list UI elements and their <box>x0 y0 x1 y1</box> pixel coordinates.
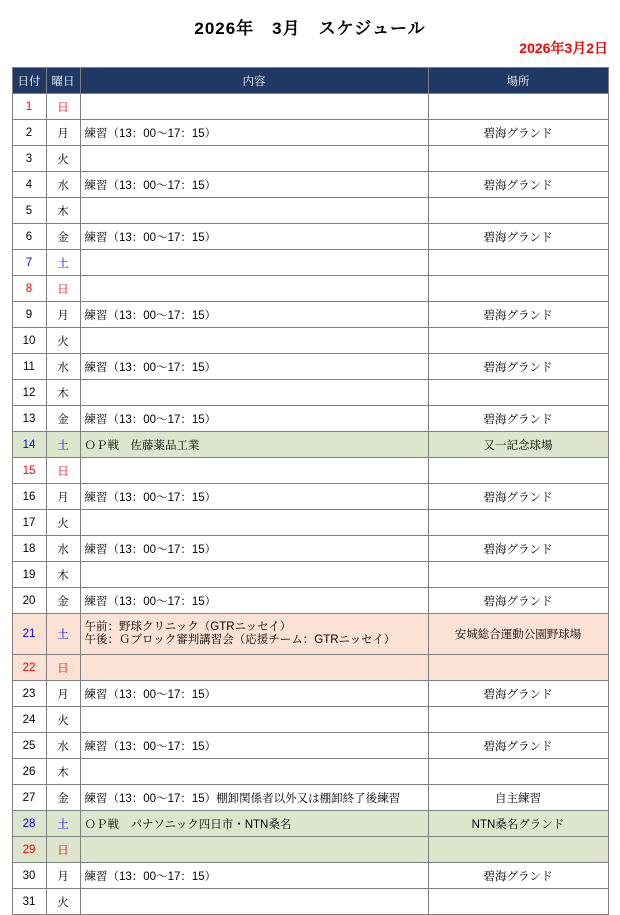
table-row <box>12 536 608 562</box>
table-row <box>12 811 608 837</box>
cell-dayofweek: 金 <box>46 224 80 250</box>
cell-day: 1 <box>12 94 46 120</box>
cell-content: 練習（13：00～17：15） <box>80 406 428 432</box>
table-row <box>12 707 608 733</box>
cell-content <box>80 458 428 484</box>
cell-place: 碧海グランド <box>428 588 608 614</box>
cell-place <box>428 146 608 172</box>
schedule-table <box>12 67 609 915</box>
table-row <box>12 837 608 863</box>
cell-dayofweek: 月 <box>46 863 80 889</box>
cell-day: 22 <box>12 655 46 681</box>
cell-day: 19 <box>12 562 46 588</box>
cell-content: 練習（13：00～17：15） <box>80 120 428 146</box>
cell-place <box>428 250 608 276</box>
table-row <box>12 458 608 484</box>
cell-day: 21 <box>12 614 46 655</box>
column-header-place: 場所 <box>428 68 608 94</box>
cell-content: 練習（13：00～17：15） <box>80 224 428 250</box>
table-row <box>12 588 608 614</box>
cell-place: 碧海グランド <box>428 733 608 759</box>
table-header <box>12 68 608 94</box>
cell-place <box>428 94 608 120</box>
table-row <box>12 354 608 380</box>
cell-dayofweek: 火 <box>46 510 80 536</box>
table-header-row <box>12 68 608 94</box>
cell-content <box>80 759 428 785</box>
cell-dayofweek: 木 <box>46 198 80 224</box>
cell-place: 碧海グランド <box>428 172 608 198</box>
cell-place <box>428 562 608 588</box>
table-row <box>12 120 608 146</box>
table-row <box>12 250 608 276</box>
cell-content <box>80 146 428 172</box>
cell-place: 碧海グランド <box>428 536 608 562</box>
table-row <box>12 302 608 328</box>
cell-day: 26 <box>12 759 46 785</box>
table-row <box>12 172 608 198</box>
cell-dayofweek: 火 <box>46 328 80 354</box>
cell-content <box>80 614 428 655</box>
cell-place <box>428 655 608 681</box>
cell-day: 25 <box>12 733 46 759</box>
cell-dayofweek: 水 <box>46 733 80 759</box>
table-row <box>12 276 608 302</box>
cell-place <box>428 510 608 536</box>
table-row <box>12 380 608 406</box>
cell-content: ＯＰ戦 パナソニック四日市・NTN桑名 <box>80 811 428 837</box>
cell-dayofweek: 火 <box>46 707 80 733</box>
cell-place <box>428 198 608 224</box>
cell-day: 9 <box>12 302 46 328</box>
cell-content <box>80 94 428 120</box>
cell-content <box>80 328 428 354</box>
cell-place <box>428 837 608 863</box>
cell-dayofweek: 土 <box>46 250 80 276</box>
cell-place: 碧海グランド <box>428 120 608 146</box>
table-row <box>12 785 608 811</box>
cell-dayofweek: 水 <box>46 172 80 198</box>
table-row <box>12 614 608 655</box>
cell-dayofweek: 火 <box>46 889 80 915</box>
table-row <box>12 328 608 354</box>
cell-dayofweek: 日 <box>46 458 80 484</box>
cell-content: 練習（13：00～17：15） <box>80 681 428 707</box>
cell-place <box>428 707 608 733</box>
column-header-content: 内容 <box>80 68 428 94</box>
cell-place: 又一記念球場 <box>428 432 608 458</box>
cell-content <box>80 250 428 276</box>
cell-dayofweek: 木 <box>46 562 80 588</box>
cell-day: 2 <box>12 120 46 146</box>
cell-dayofweek: 金 <box>46 785 80 811</box>
cell-place: 碧海グランド <box>428 863 608 889</box>
cell-dayofweek: 土 <box>46 432 80 458</box>
cell-place: 碧海グランド <box>428 224 608 250</box>
cell-content <box>80 707 428 733</box>
cell-dayofweek: 月 <box>46 484 80 510</box>
cell-day: 18 <box>12 536 46 562</box>
table-row <box>12 224 608 250</box>
cell-day: 31 <box>12 889 46 915</box>
cell-dayofweek: 日 <box>46 276 80 302</box>
cell-day: 15 <box>12 458 46 484</box>
cell-dayofweek: 金 <box>46 588 80 614</box>
cell-content <box>80 198 428 224</box>
cell-place: 碧海グランド <box>428 484 608 510</box>
cell-dayofweek: 火 <box>46 146 80 172</box>
cell-place <box>428 328 608 354</box>
table-row <box>12 889 608 915</box>
cell-place: 碧海グランド <box>428 354 608 380</box>
cell-content <box>80 276 428 302</box>
cell-day: 13 <box>12 406 46 432</box>
cell-content <box>80 889 428 915</box>
cell-dayofweek: 日 <box>46 837 80 863</box>
cell-day: 20 <box>12 588 46 614</box>
cell-day: 28 <box>12 811 46 837</box>
cell-dayofweek: 日 <box>46 94 80 120</box>
cell-dayofweek: 月 <box>46 681 80 707</box>
cell-content: 練習（13：00～17：15） <box>80 172 428 198</box>
cell-day: 6 <box>12 224 46 250</box>
table-row <box>12 94 608 120</box>
table-row <box>12 432 608 458</box>
cell-dayofweek: 水 <box>46 354 80 380</box>
cell-day: 11 <box>12 354 46 380</box>
cell-day: 4 <box>12 172 46 198</box>
cell-content: 練習（13：00～17：15）棚卸関係者以外又は棚卸終了後練習 <box>80 785 428 811</box>
cell-day: 10 <box>12 328 46 354</box>
cell-dayofweek: 月 <box>46 302 80 328</box>
cell-place: 碧海グランド <box>428 681 608 707</box>
cell-day: 27 <box>12 785 46 811</box>
table-row <box>12 655 608 681</box>
cell-place <box>428 380 608 406</box>
cell-day: 14 <box>12 432 46 458</box>
cell-content: 練習（13：00～17：15） <box>80 733 428 759</box>
table-row <box>12 733 608 759</box>
table-row <box>12 406 608 432</box>
cell-dayofweek: 木 <box>46 759 80 785</box>
cell-day: 5 <box>12 198 46 224</box>
table-row <box>12 562 608 588</box>
table-row <box>12 510 608 536</box>
table-row <box>12 146 608 172</box>
cell-day: 8 <box>12 276 46 302</box>
cell-content <box>80 510 428 536</box>
cell-dayofweek: 日 <box>46 655 80 681</box>
table-row <box>12 759 608 785</box>
column-header-day: 日付 <box>12 68 46 94</box>
cell-place: NTN桑名グランド <box>428 811 608 837</box>
cell-day: 12 <box>12 380 46 406</box>
cell-dayofweek: 木 <box>46 380 80 406</box>
cell-content <box>80 380 428 406</box>
cell-day: 30 <box>12 863 46 889</box>
cell-place: 安城総合運動公園野球場 <box>428 614 608 655</box>
cell-day: 3 <box>12 146 46 172</box>
cell-day: 17 <box>12 510 46 536</box>
table-body <box>12 94 608 915</box>
table-row <box>12 681 608 707</box>
cell-dayofweek: 土 <box>46 811 80 837</box>
cell-place <box>428 889 608 915</box>
cell-place: 碧海グランド <box>428 302 608 328</box>
cell-content: 練習（13：00～17：15） <box>80 302 428 328</box>
cell-content <box>80 655 428 681</box>
cell-content <box>80 562 428 588</box>
cell-dayofweek: 土 <box>46 614 80 655</box>
cell-content: 練習（13：00～17：15） <box>80 484 428 510</box>
page-title: 2026年 3月 スケジュール <box>194 19 426 38</box>
cell-content-line1: 午前：野球クリニック（GTRニッセイ） <box>84 620 292 633</box>
cell-day: 24 <box>12 707 46 733</box>
cell-day: 29 <box>12 837 46 863</box>
cell-place: 碧海グランド <box>428 406 608 432</box>
cell-content <box>80 837 428 863</box>
cell-content: ＯＰ戦 佐藤薬品工業 <box>80 432 428 458</box>
cell-content: 練習（13：00～17：15） <box>80 588 428 614</box>
cell-content: 練習（13：00～17：15） <box>80 536 428 562</box>
cell-dayofweek: 月 <box>46 120 80 146</box>
table-row <box>12 484 608 510</box>
cell-content: 練習（13：00～17：15） <box>80 863 428 889</box>
cell-place <box>428 458 608 484</box>
cell-day: 16 <box>12 484 46 510</box>
date-stamp: 2026年3月2日 <box>519 40 608 56</box>
cell-day: 7 <box>12 250 46 276</box>
table-row <box>12 198 608 224</box>
cell-content: 練習（13：00～17：15） <box>80 354 428 380</box>
cell-content-line2: 午後：Ｇブロック審判講習会（応援チーム：GTRニッセイ） <box>84 634 396 646</box>
cell-dayofweek: 金 <box>46 406 80 432</box>
cell-day: 23 <box>12 681 46 707</box>
cell-place: 自主練習 <box>428 785 608 811</box>
cell-dayofweek: 水 <box>46 536 80 562</box>
cell-place <box>428 759 608 785</box>
table-row <box>12 863 608 889</box>
column-header-dayofweek: 曜日 <box>46 68 80 94</box>
cell-place <box>428 276 608 302</box>
